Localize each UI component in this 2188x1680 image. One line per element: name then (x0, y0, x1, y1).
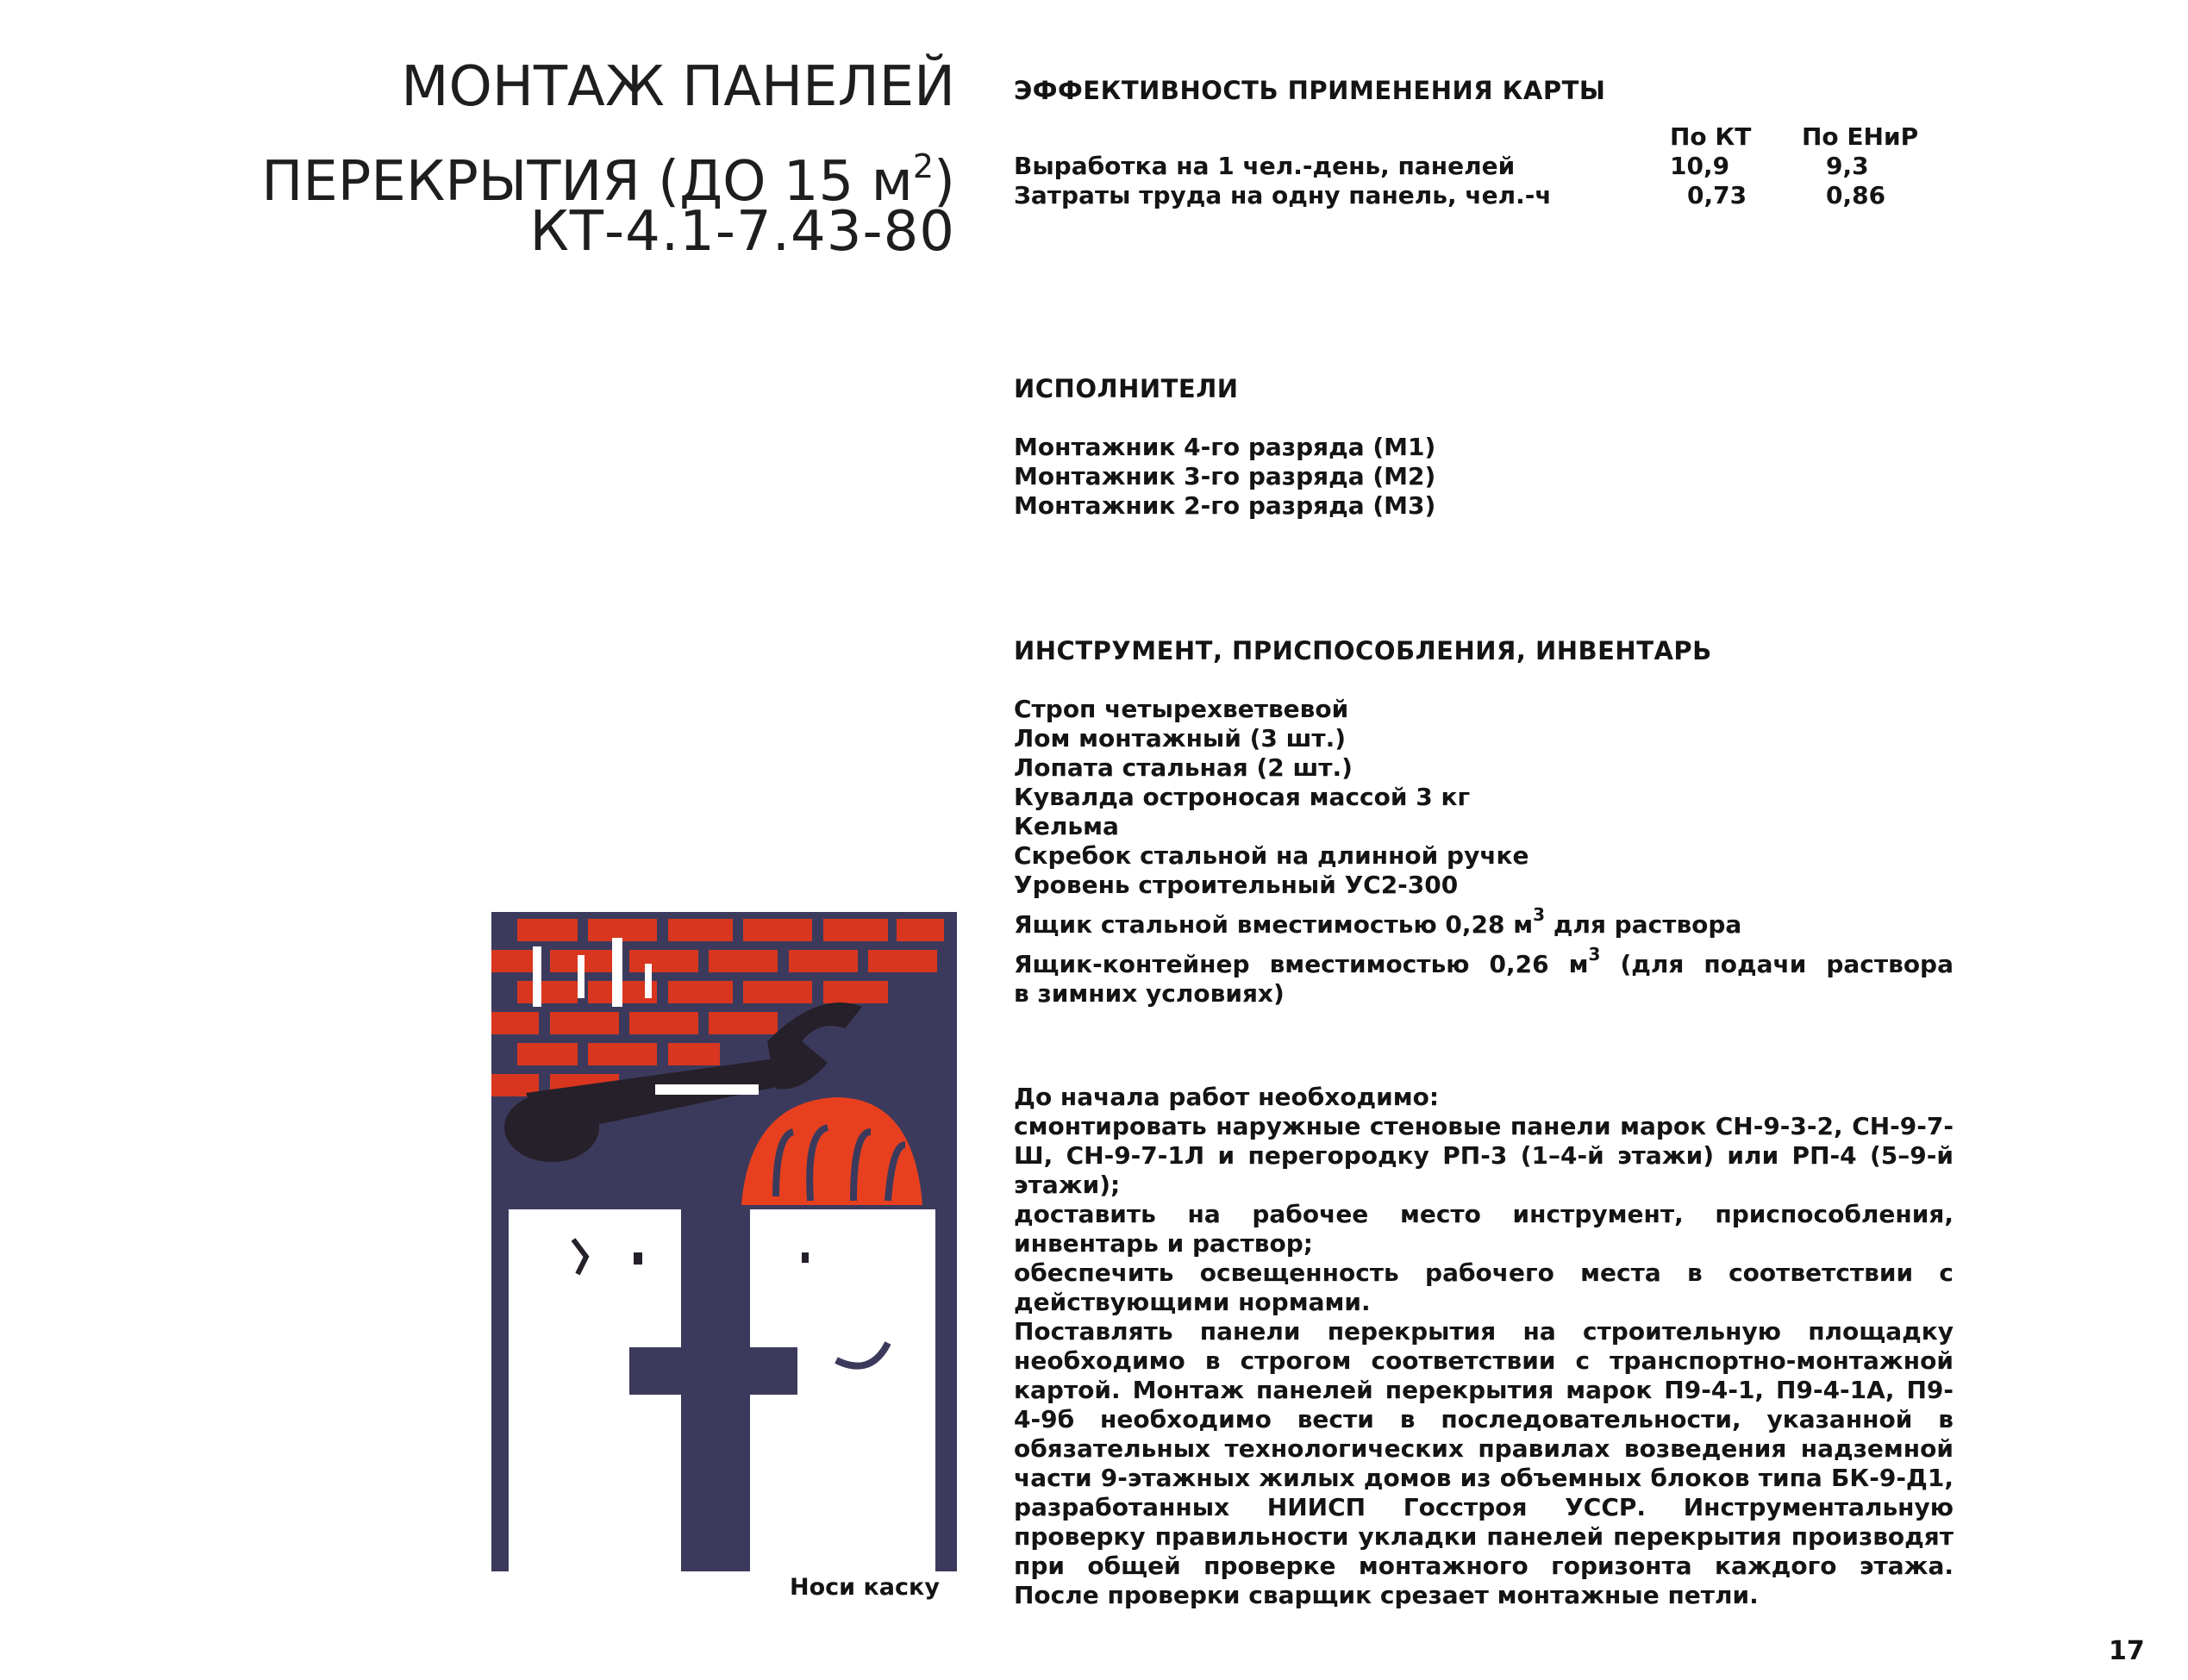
workers-heading: ИСПОЛНИТЕЛИ (1014, 374, 1239, 403)
paragraph: смонтировать наружные стеновые панели марок СН-9-3-2, СН-9-7-Ш, СН-9-7-1Л и перегородку РП-3 (1–4-й этажи) или РП-4 (5–9-й этажи); (1014, 1112, 1954, 1199)
prereq-block (1014, 1083, 1954, 1610)
list-item: Кувалда остроносая массой 3 кг (1014, 783, 1471, 811)
list-item: в зимних условиях) (1014, 979, 1285, 1008)
list-item: Лопата стальная (2 шт.) (1014, 753, 1353, 782)
list-item: Монтажник 2-го разряда (М3) (1014, 491, 1436, 520)
tools-heading: ИНСТРУМЕНТ, ПРИСПОСОБЛЕНИЯ, ИНВЕНТАРЬ (1014, 636, 1712, 665)
col-header-enir: По ЕНиР (1802, 122, 1919, 151)
title-line-2: ПЕРЕКРЫТИЯ (ДО 15 $м^2$) (261, 147, 955, 214)
illustration-caption: Носи каску (790, 1574, 940, 1601)
eff-row-enir: 0,86 (1826, 181, 1886, 209)
eff-row-label: Затраты труда на одну панель, чел.-ч (1014, 181, 1552, 209)
paragraph: обеспечить освещенность рабочего места в соответствии с действующими нормами. (1014, 1258, 1954, 1316)
list-item: Скребок стальной на длинной ручке (1014, 841, 1529, 870)
card-code: КТ-4.1-7.43-80 (529, 200, 955, 264)
workers-list (1014, 433, 1954, 521)
efficiency-heading: ЭФФЕКТИВНОСТЬ ПРИМЕНЕНИЯ КАРТЫ (1014, 76, 1606, 105)
list-item: Строп четырехветвевой (1014, 695, 1349, 723)
paragraph: доставить на рабочее место инструмент, приспособления, инвентарь и раствор; (1014, 1200, 1954, 1258)
tools-list (1014, 695, 1954, 1009)
eff-row-enir: 9,3 (1826, 152, 1869, 180)
paragraph: До начала работ необходимо: (1014, 1083, 1440, 1111)
paragraph: Поставлять панели перекрытия на строительную площадку необходимо в строгом соответствии с транспортно-монтажной картой. Монтаж панелей перекрытия марок П9-4-1, П9-4-1А, П9-4-9б необходимо вести в последовательности, указанной в обязательных технологических правилах возведения надземной части 9-этажных жилых домов из объемных блоков типа БК-9-Д1, разработанных НИИСП Госстроя УССР. Инструментальную проверку правильности укладки панелей перекрытия производят при общей проверке монтажного горизонта каждого этажа. После проверки сварщик срезает монтажные петли. (1014, 1317, 1954, 1609)
list-item: Лом монтажный (3 шт.) (1014, 724, 1347, 753)
left-eye (634, 1252, 642, 1265)
list-item: Кельма (1014, 812, 1119, 840)
eff-row-kt: 0,73 (1687, 181, 1747, 209)
right-eye (802, 1252, 809, 1263)
page-number: 17 (2109, 1636, 2145, 1666)
list-item: Ящик стальной вместимостью 0,28 $м^3$ для раствора (1014, 904, 1742, 939)
list-item: Уровень строительный УС2-300 (1014, 871, 1459, 899)
list-item: Ящик-контейнер вместимостью 0,26 $м^3$ (для подачи раствора (1014, 944, 1954, 978)
list-item: Монтажник 3-го разряда (М2) (1014, 462, 1436, 490)
eff-row-label: Выработка на 1 чел.-день, панелей (1014, 152, 1516, 180)
safety-poster-illustration (491, 912, 957, 1571)
col-header-kt: По КТ (1670, 122, 1752, 151)
title-line-1: МОНТАЖ ПАНЕЛЕЙ (401, 55, 955, 119)
eff-row-kt: 10,9 (1670, 152, 1730, 180)
page-title (261, 47, 955, 222)
list-item: Монтажник 4-го разряда (М1) (1014, 433, 1436, 461)
